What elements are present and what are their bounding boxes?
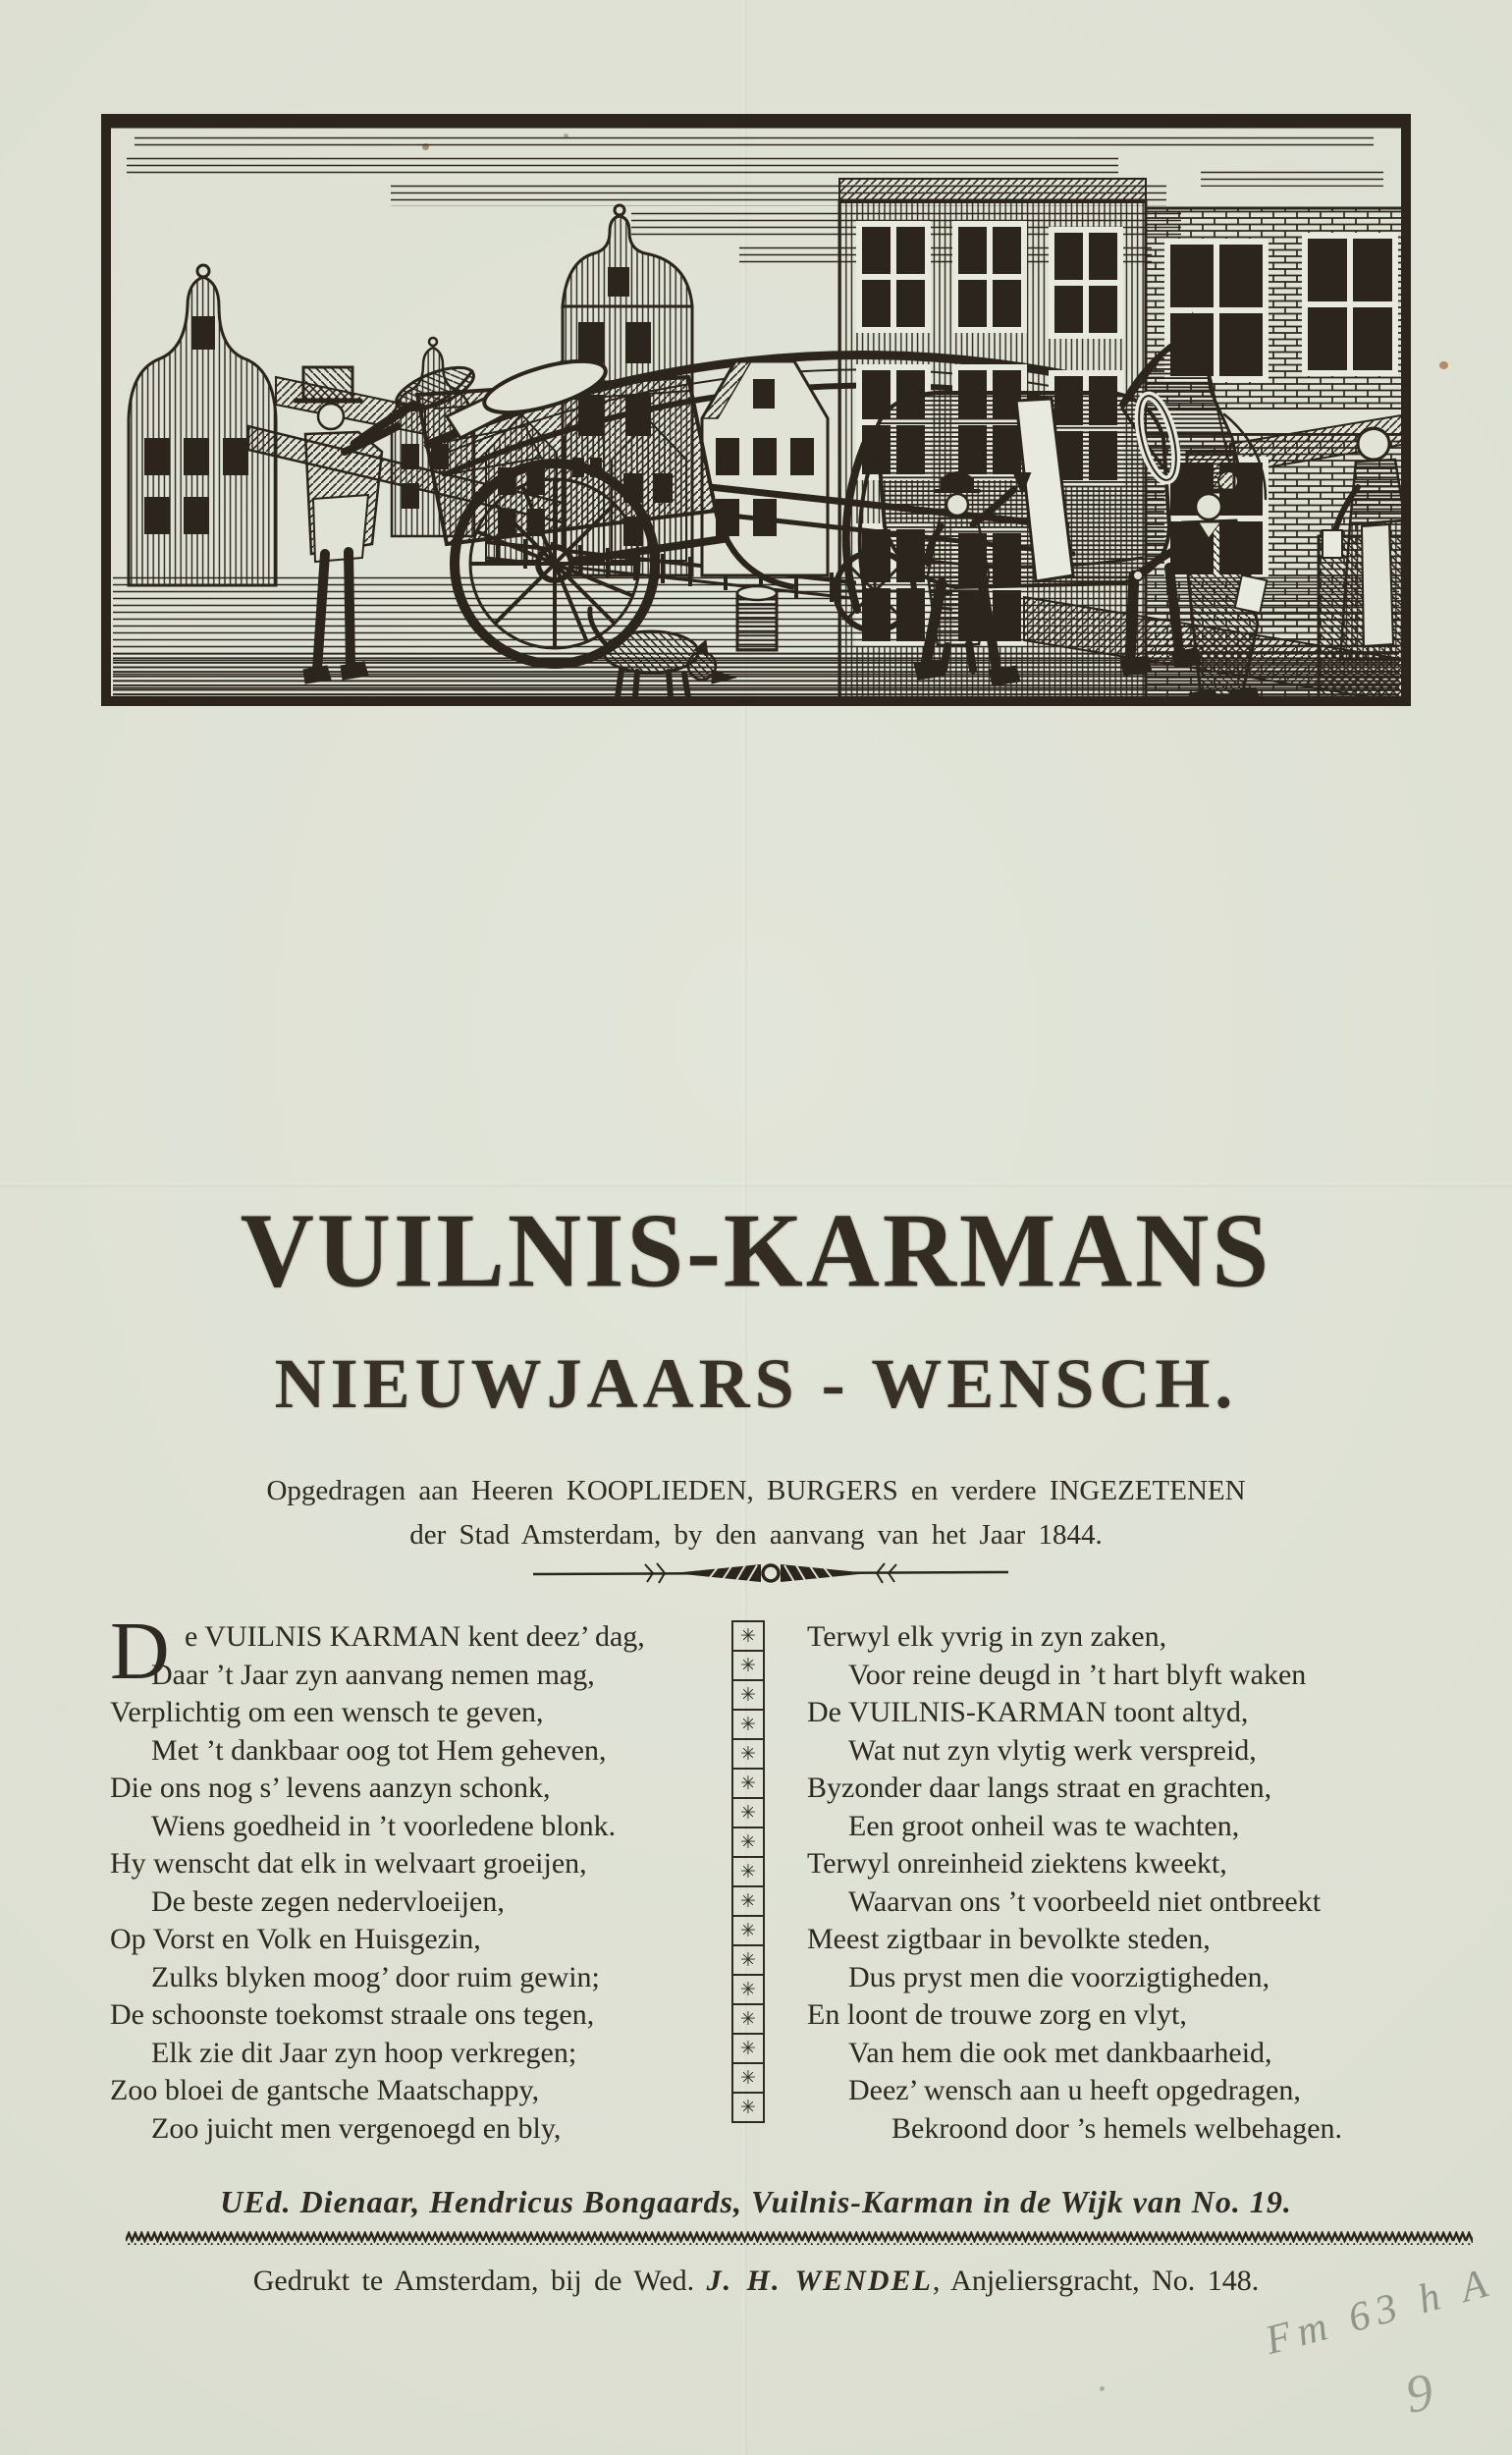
poem-line: Elk zie dit Jaar zyn hoop verkregen; — [151, 2036, 577, 2069]
top-hat — [303, 367, 352, 401]
fleuron-block: ✳ — [731, 2033, 765, 2064]
imprint-publisher: J. H. WENDEL — [706, 2264, 933, 2297]
apron — [1362, 524, 1393, 646]
poem-line: Van hem die ook met dankbaarheid, — [848, 2036, 1272, 2069]
laurel-divider-ornament — [525, 1555, 1016, 1596]
poem-line: Hy wenscht dat elk in welvaart groeijen, — [110, 1847, 587, 1880]
pencil-annotation-shelfmark: Fm 63 h A — [1261, 2259, 1499, 2365]
fleuron-column-divider — [731, 1622, 767, 2123]
poem-line: Terwyl elk yvrig in zyn zaken, — [807, 1620, 1167, 1653]
imprint-prefix: Gedrukt te Amsterdam, bij de Wed. — [252, 2264, 707, 2297]
paper-speck — [1100, 2386, 1105, 2391]
fleuron-block: ✳ — [731, 1768, 765, 1799]
fleuron-block: ✳ — [731, 1709, 765, 1740]
poem-line: Zulks blyken moog’ door ruim gewin; — [151, 1960, 600, 1993]
imprint-suffix: , Anjeliersgracht, No. 148. — [932, 2264, 1260, 2297]
poem-column-left — [110, 1606, 727, 2148]
poem-column-right — [807, 1618, 1455, 2148]
fleuron-block: ✳ — [731, 1885, 765, 1917]
poem-line: Terwyl onreinheid ziektens kweekt, — [807, 1847, 1227, 1880]
paper-crease-horizontal — [0, 1182, 1512, 1187]
fleuron-block: ✳ — [731, 1974, 765, 2005]
poem-line: De schoonste toekomst straale ons tegen, — [110, 1998, 595, 2031]
fleuron-block: ✳ — [731, 2003, 765, 2035]
signature-line: UEd. Dienaar, Hendricus Bongaards, Vuilnis-Karman in de Wijk van No. 19. — [220, 2184, 1292, 2219]
poem — [0, 1606, 1512, 2168]
poem-line: Een groot onheil was te wachten, — [848, 1809, 1240, 1842]
page-title: VUILNIS-KARMANS — [240, 1191, 1272, 1310]
fleuron-block: ✳ — [731, 2062, 765, 2094]
poem-line: Zoo juicht men vergenoegd en bly, — [151, 2111, 562, 2145]
poem-line: Voor reine deugd in ’t hart blyft waken — [848, 1658, 1307, 1691]
poem-line: Dus pryst men die voorzigtigheden, — [848, 1960, 1270, 1993]
page-subtitle: NIEUWJAARS - WENSCH. — [274, 1344, 1238, 1423]
poem-line: Op Vorst en Volk en Huisgezin, — [110, 1923, 481, 1955]
fleuron-block: ✳ — [731, 1797, 765, 1828]
poem-line: En loont de trouwe zorg en vlyt, — [807, 1998, 1187, 2031]
drop-cap: D — [110, 1606, 170, 1697]
fleuron-block: ✳ — [731, 1620, 765, 1652]
poem-line: Verplichtig om een wensch te geven, — [110, 1696, 544, 1728]
poem-line: Meest zigtbaar in bevolkte steden, — [807, 1923, 1211, 1955]
woodcut-street-scene — [101, 114, 1411, 706]
refuse-bin — [737, 586, 777, 650]
dedication-line-1: Opgedragen aan Heeren KOOPLIEDEN, BURGERS en verdere INGEZETENEN — [266, 1475, 1246, 1506]
fleuron-block: ✳ — [731, 1650, 765, 1681]
fleuron-block: ✳ — [731, 1827, 765, 1858]
fleuron-block: ✳ — [731, 1738, 765, 1770]
poem-line: Byzonder daar langs straat en grachten, — [807, 1772, 1272, 1804]
fleuron-block: ✳ — [731, 1915, 765, 1946]
letter-sheet — [1235, 575, 1268, 614]
fleuron-block: ✳ — [731, 2092, 765, 2123]
poem-line: D e VUILNIS KARMAN kent deez’ dag, — [110, 1606, 645, 1697]
poem-line: Daar ’t Jaar zyn aanvang nemen mag, — [151, 1658, 595, 1691]
poem-line: Deez’ wensch aan u heeft opgedragen, — [848, 2074, 1301, 2106]
dedication-line-2: der Stad Amsterdam, by den aanvang van het Jaar 1844. — [409, 1519, 1103, 1551]
poem-line: Bekroond door ’s hemels welbehagen. — [891, 2111, 1343, 2145]
poem-line: Die ons nog s’ levens aanzyn schonk, — [110, 1772, 551, 1804]
dedication — [0, 1469, 1512, 1557]
top-hat — [1187, 452, 1234, 491]
fleuron-block: ✳ — [731, 1679, 765, 1711]
zigzag-rule — [126, 2231, 1473, 2245]
poem-line: De beste zegen nedervloeijen, — [151, 1884, 505, 1918]
poem-line: Wat nut zyn vlytig werk verspreid, — [848, 1733, 1257, 1767]
poem-line: Zoo bloei de gantsche Maatschappy, — [110, 2074, 540, 2106]
imprint-line — [0, 2264, 1512, 2298]
fleuron-block: ✳ — [731, 1944, 765, 1976]
poem-line: De VUILNIS-KARMAN toont altyd, — [807, 1696, 1249, 1728]
poem-line: Met ’t dankbaar oog tot Hem geheven, — [151, 1733, 607, 1767]
pencil-annotation-number: 9 — [1400, 2362, 1438, 2425]
poem-line: Wiens goedheid in ’t voorledene blonk. — [151, 1809, 617, 1842]
paper-speck — [1439, 361, 1448, 369]
fleuron-block: ✳ — [731, 1856, 765, 1887]
poem-line: Waarvan ons ’t voorbeeld niet ontbreekt — [848, 1884, 1322, 1918]
